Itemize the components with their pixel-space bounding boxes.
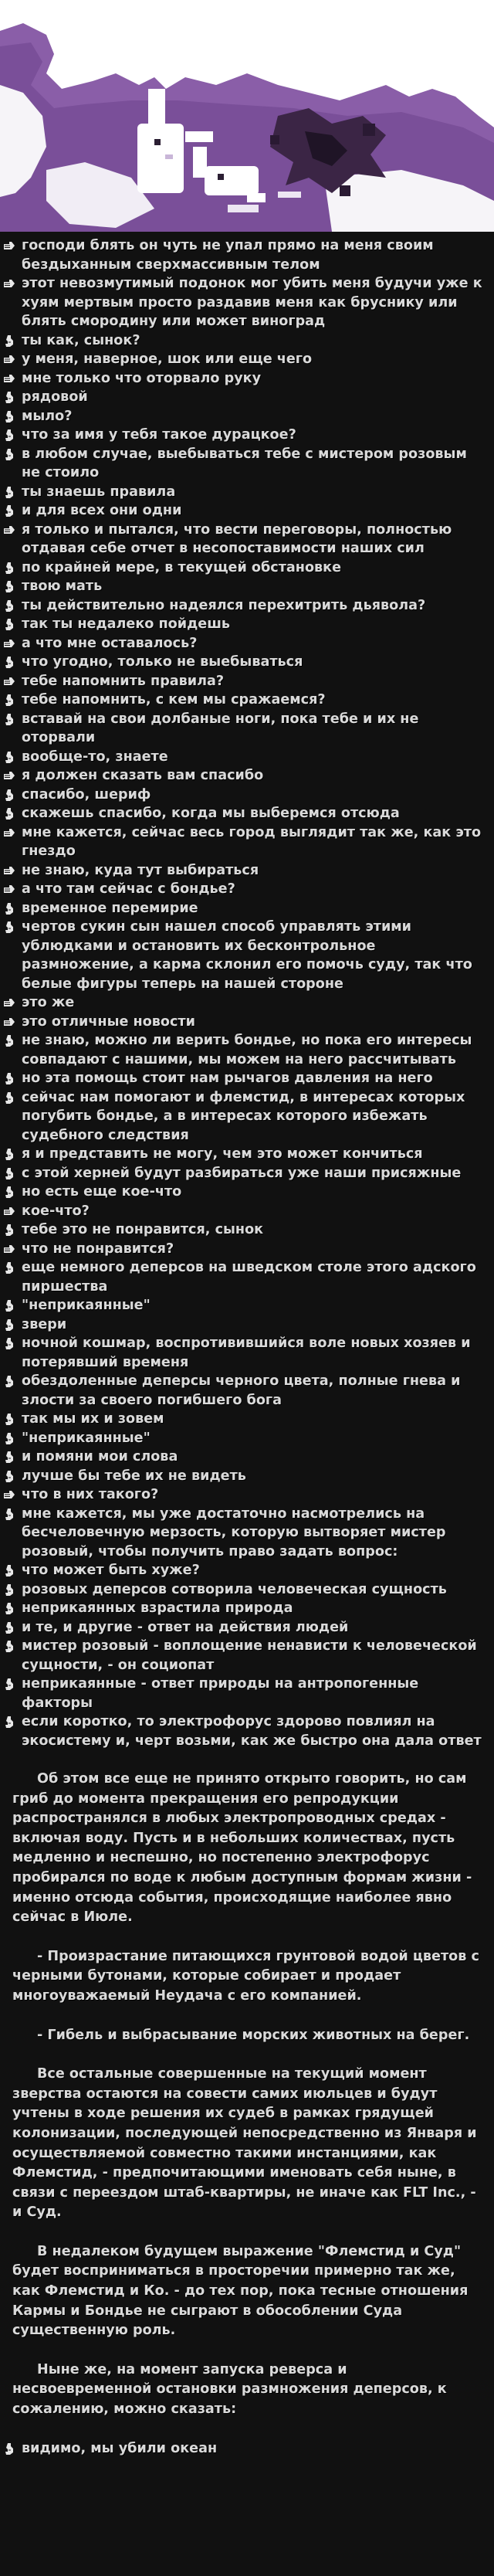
hand-pointer-icon [3, 372, 16, 385]
pixel-art-scene [0, 0, 494, 232]
chat-line-text: я только и пытался, что вести переговоры, полностью отдавая себе отчет в несопоставимости наших сил [22, 521, 452, 556]
chat-line [0, 596, 494, 616]
hand-pointer-icon [3, 524, 16, 537]
chat-line-text: обездоленные деперсы черного цвета, полные гнева и злости за своего погибшего бога [22, 1373, 461, 1408]
chat-line [0, 1145, 494, 1164]
chat-line-text: "неприкаянные" [22, 1430, 151, 1446]
chat-line-text: мистер розовый - воплощение ненависти к человеческой сущности, - он социопат [22, 1638, 477, 1673]
chat-line [0, 558, 494, 578]
chat-line [0, 1599, 494, 1618]
hook-claw-icon [3, 1583, 16, 1597]
chat-line [0, 1183, 494, 1202]
chat-line-text: тебе напомнить правила? [22, 673, 225, 689]
hook-claw-icon [3, 1167, 16, 1180]
narration-paragraph: В недалеком будущем выражение "Флемстид и Суд" будет восприниматься в просторечии примерно так же, как Флемстид и Ко. - до тех пор, пока тесные отношения Кармы и Бондье не сыграют в обособлении Суда существенную роль. [12, 2243, 469, 2339]
hook-claw-icon [3, 902, 16, 915]
chat-line-text: что не понравится? [22, 1240, 174, 1257]
hook-claw-icon [3, 1319, 16, 1332]
chat-line [0, 615, 494, 634]
chat-line [0, 236, 494, 274]
chat-line-text: ночной кошмар, воспротивившийся воле новых хозяев и потерявший временя [22, 1336, 471, 1370]
hook-claw-icon [3, 713, 16, 726]
chat-line [0, 1467, 494, 1486]
hand-pointer-icon [3, 277, 16, 290]
chat-line-text: но есть еще кое-что [22, 1184, 182, 1200]
chat-line-text: это же [22, 995, 75, 1010]
chat-line [0, 501, 494, 521]
chat-line-text: неприкаянных взрастила природа [22, 1600, 293, 1616]
chat-line [0, 1675, 494, 1712]
hook-claw-icon [3, 1299, 16, 1312]
chat-line [0, 1712, 494, 1750]
hook-claw-icon [3, 504, 16, 518]
hook-claw-icon [3, 921, 16, 934]
hook-claw-icon [3, 1640, 16, 1653]
hook-claw-icon [3, 1337, 16, 1350]
chat-line [0, 823, 494, 861]
chat-line [0, 1429, 494, 1448]
chat-line [0, 653, 494, 672]
chat-line-text: что может быть хуже? [22, 1563, 200, 1578]
chat-line [0, 1164, 494, 1183]
hook-claw-icon [3, 1375, 16, 1388]
chat-line-text: но эта помощь стоит нам рычагов давления на него [22, 1071, 433, 1086]
chat-line [0, 274, 494, 331]
chat-line-text: господи блять он чуть не упал прямо на меня своим бездыханным сверхмассивным телом [22, 238, 434, 273]
chat-line-text: скажешь спасибо, когда мы выберемся отсюда [22, 806, 400, 821]
hook-claw-icon [3, 580, 16, 593]
narration-paragraph: Об этом все еще не принято открыто говорить, но сам гриб до момента прекращения его репродукции распространялся в любых электропроводных средах - включая воду. Пусть и в небольших количествах, пусть медленно и неспешно, но постепенно электрофорус пробирался по воде к любым доступным формам жизни - именно отсюда события, происходящие наиболее явно сейчас в Июле. [12, 1771, 472, 1926]
chat-line-text: это отличные новости [22, 1013, 195, 1030]
paragraph-spacer [0, 2420, 494, 2439]
hand-pointer-icon [3, 239, 16, 253]
chat-line [0, 691, 494, 710]
chat-line-text: с этой херней будут разбираться уже наши присяжные [22, 1165, 462, 1181]
hook-claw-icon [3, 1716, 16, 1729]
chat-line-text: и те, и другие - ответ на действия людей [22, 1619, 349, 1635]
chat-line [0, 804, 494, 823]
chat-line [0, 521, 494, 558]
paragraph-spacer [0, 1928, 494, 1947]
hook-claw-icon [3, 429, 16, 442]
chat-line [0, 1618, 494, 1638]
chat-line [0, 1637, 494, 1675]
narration-paragraph: - Произрастание питающихся грунтовой водой цветов с черными бутонами, которые собирает и продает многоуважаемый Неудача с его компанией. [12, 1948, 479, 2004]
hook-claw-icon [3, 599, 16, 613]
hand-pointer-icon [3, 1205, 16, 1218]
hook-claw-icon [3, 562, 16, 575]
chat-line [0, 1202, 494, 1221]
chat-line-text: так мы их и зовем [22, 1411, 164, 1427]
paragraph-spacer [0, 2045, 494, 2065]
hook-claw-icon [3, 486, 16, 499]
chat-line [0, 748, 494, 767]
hook-claw-icon [3, 1564, 16, 1577]
hook-claw-icon [3, 1224, 16, 1237]
hand-pointer-icon [3, 864, 16, 877]
hook-claw-icon [3, 1508, 16, 1521]
hook-claw-icon [3, 1148, 16, 1161]
hook-claw-icon [3, 807, 16, 820]
paragraph-spacer [0, 2341, 494, 2360]
chat-line-text: а что мне оставалось? [22, 635, 198, 651]
hook-claw-icon [3, 1072, 16, 1085]
hook-claw-icon [3, 1602, 16, 1615]
chat-line [0, 993, 494, 1013]
hook-claw-icon [3, 448, 16, 461]
paragraph-spacer [0, 1750, 494, 1770]
hook-claw-icon [3, 410, 16, 423]
hook-claw-icon [3, 391, 16, 404]
chat-line-text: временное перемирие [22, 900, 198, 916]
chat-line [0, 1485, 494, 1505]
hook-claw-icon [3, 1621, 16, 1634]
chat-line-text: мне только что оторвало руку [22, 370, 262, 386]
chat-line-text: так ты недалеко пойдешь [22, 616, 231, 632]
hook-claw-icon [3, 751, 16, 764]
chat-line-text: а что там сейчас с бондье? [22, 881, 235, 897]
chat-line-text: что угодно, только не выебываться [22, 654, 303, 670]
chat-line-text: если коротко, то электрофорус здорово повлиял на экосистему и, черт возьми, как же быстро она дала ответ [22, 1714, 482, 1749]
chat-line-text: мне кажется, мы уже достаточно насмотрелись на бесчеловечную мерзость, которую вытворяет мистер розовый, чтобы получить право задать вопрос: [22, 1505, 446, 1560]
chat-line [0, 786, 494, 805]
hook-claw-icon [3, 1186, 16, 1199]
hand-pointer-icon [3, 1488, 16, 1502]
chat-line-text: что за имя у тебя такое дурацкое? [22, 427, 296, 443]
chat-line [0, 918, 494, 993]
chat-line [0, 1580, 494, 1600]
chat-line [0, 766, 494, 786]
hand-pointer-icon [3, 883, 16, 896]
chat-line [0, 369, 494, 389]
chat-line-text: лучше бы тебе их не видеть [22, 1468, 246, 1484]
chat-line-text: по крайней мере, в текущей обстановке [22, 559, 342, 575]
chat-line-text: мыло? [22, 408, 73, 424]
chat-line-text: вообще-то, знаете [22, 748, 168, 765]
chat-line [0, 1372, 494, 1410]
hook-claw-icon [3, 1451, 16, 1464]
chat-line-text: тебе это не понравится, сынок [22, 1222, 264, 1237]
hook-claw-icon [3, 1432, 16, 1445]
hand-pointer-icon [3, 769, 16, 782]
hook-claw-icon [3, 2442, 16, 2456]
chat-line-text: рядовой [22, 389, 88, 405]
chat-line [0, 1258, 494, 1296]
chat-line-text: чертов сукин сын нашел способ управлять этими ублюдками и остановить их бесконтрольное размножение, а карма склонил его помочь суду, так что белые фигуры теперь на нашей стороне [22, 919, 472, 992]
chat-line-text: видимо, мы убили океан [22, 2440, 218, 2456]
hook-claw-icon [3, 1470, 16, 1483]
hand-pointer-icon [3, 675, 16, 688]
chat-line-text: не знаю, можно ли верить бондье, но пока его интересы совпадают с нашими, мы можем на него рассчитывать [22, 1033, 472, 1067]
chat-line-text: вставай на свои долбаные ноги, пока тебе и их не оторвали [22, 711, 419, 745]
chat-line [0, 1505, 494, 1562]
chat-line-text: розовых деперсов сотворила человеческая сущность [22, 1581, 447, 1597]
chat-line-text: ты действительно надеялся перехитрить дьявола? [22, 597, 426, 613]
hook-claw-icon [3, 656, 16, 669]
chat-line-text: звери [22, 1316, 67, 1332]
chat-log [0, 236, 494, 2458]
chat-line [0, 710, 494, 748]
chat-line [0, 407, 494, 426]
chat-line [0, 880, 494, 899]
chat-line-text: неприкаянные - ответ природы на антропогенные факторы [22, 1676, 419, 1711]
chat-line-text: тебе напомнить, с кем мы сражаемся? [22, 692, 326, 708]
chat-line [0, 634, 494, 653]
paragraph-spacer [0, 2223, 494, 2242]
hook-claw-icon [3, 334, 16, 348]
narration-paragraph: Все остальные совершенные на текущий момент зверства остаются на совести самих июльцев и будут учтены в ходе решения их судеб в рамках грядущей колонизации, последующей непосредственно из Января и осуществляемой совместно такими инстанциями, как Флемстид, - предпочитающими именовать себя ныне, в связи с переездом штаб-квартиры, не иначе как FLT Inc., - и Суд. [12, 2066, 477, 2221]
chat-line [0, 483, 494, 502]
chat-line [0, 1561, 494, 1580]
chat-line-text: мне кажется, сейчас весь город выглядит так же, как это гнездо [22, 824, 482, 859]
hand-pointer-icon [3, 996, 16, 1010]
chat-line [0, 1315, 494, 1335]
chat-line [0, 1220, 494, 1240]
chat-line [0, 388, 494, 407]
chat-line [0, 577, 494, 596]
hook-claw-icon [3, 1678, 16, 1691]
chat-line-text: еще немного деперсов на шведском столе этого адского пиршества [22, 1260, 476, 1295]
chat-line-text: "неприкаянные" [22, 1298, 151, 1313]
chat-line [0, 2439, 494, 2459]
chat-line [0, 1013, 494, 1032]
chat-line-text: в любом случае, выебываться тебе с мистером розовым не стоило [22, 446, 467, 480]
chat-line [0, 861, 494, 881]
chat-line [0, 672, 494, 691]
chat-line [0, 1296, 494, 1315]
chat-line-text: ты знаешь правила [22, 484, 176, 500]
chat-line [0, 1410, 494, 1429]
chat-line-text: сейчас нам помогают и флемстид, в интересах которых погубить бондье, а в интересах которого избежать судебного следствия [22, 1089, 465, 1143]
chat-line-text: ты как, сынок? [22, 332, 140, 348]
chat-line-text: этот невозмутимый подонок мог убить меня будучи уже к хуям мертвым просто раздавив меня как бруснику или блять смородину или может виноград [22, 276, 482, 329]
hook-claw-icon [3, 1413, 16, 1426]
chat-line [0, 445, 494, 483]
narration-paragraph: - Гибель и выбрасывание морских животных на берег. [37, 2027, 470, 2043]
chat-line-text: кое-что? [22, 1203, 90, 1219]
chat-line-text: что в них такого? [22, 1487, 159, 1502]
hand-pointer-icon [3, 637, 16, 650]
chat-line [0, 350, 494, 369]
chat-line [0, 1031, 494, 1069]
chat-line [0, 331, 494, 351]
chat-line [0, 899, 494, 918]
hand-pointer-icon [3, 826, 16, 840]
chat-line-text: спасибо, шериф [22, 786, 151, 803]
hook-claw-icon [3, 618, 16, 631]
hand-pointer-icon [3, 1243, 16, 1256]
chat-line-text: твою мать [22, 579, 103, 594]
hook-claw-icon [3, 789, 16, 802]
chat-line-text: и для всех они одни [22, 503, 182, 518]
hook-claw-icon [3, 1034, 16, 1047]
chat-line-text: и помяни мои слова [22, 1449, 178, 1464]
hand-pointer-icon [3, 1016, 16, 1029]
chat-line-text: не знаю, куда тут выбираться [22, 862, 259, 878]
chat-line [0, 1069, 494, 1088]
hook-claw-icon [3, 1091, 16, 1105]
chat-line-text: у меня, наверное, шок или еще чего [22, 351, 313, 367]
chat-line-text: я и представить не могу, чем это может кончиться [22, 1146, 423, 1162]
chat-line [0, 1088, 494, 1145]
hand-pointer-icon [3, 353, 16, 366]
chat-line [0, 1334, 494, 1372]
chat-line [0, 1448, 494, 1467]
hook-claw-icon [3, 694, 16, 707]
chat-line [0, 426, 494, 445]
narration-paragraph: Ныне же, на момент запуска реверса и несвоевременной остановки размножения деперсов, к сожалению, можно сказать: [12, 2361, 447, 2418]
chat-line-text: я должен сказать вам спасибо [22, 768, 264, 783]
chat-line [0, 1240, 494, 1259]
paragraph-spacer [0, 2007, 494, 2026]
header-banner-image [0, 0, 494, 232]
hook-claw-icon [3, 1261, 16, 1274]
